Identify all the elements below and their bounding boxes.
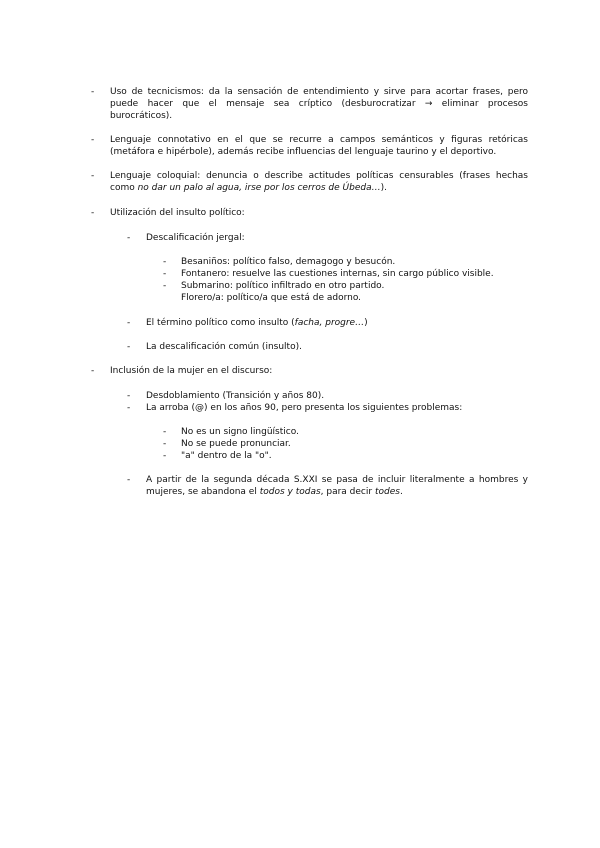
text-line: La arroba (@) en los años 90, pero presenta los siguientes problemas:: [146, 403, 463, 413]
bullet-dash: -: [91, 366, 95, 376]
list-item-term: [0, 268, 600, 280]
list-item-term: [0, 280, 600, 304]
text-line: Desdoblamiento (Transición y años 80).: [146, 391, 325, 401]
text-segment: , para decir: [320, 487, 375, 497]
bullet-dash: -: [91, 87, 95, 97]
list-item-comun: [0, 341, 600, 353]
bullet-dash: -: [163, 257, 167, 267]
text-segment: ): [364, 318, 368, 328]
text-segment: .: [399, 487, 403, 497]
list-item-termino: [0, 317, 600, 329]
bullet-dash: -: [127, 475, 131, 485]
list-item-term: [0, 256, 600, 268]
text-line: No se puede pronunciar.: [181, 439, 291, 449]
term-text: Florero/a: político/a que está de adorno.: [181, 293, 362, 303]
bullet-dash: -: [127, 342, 131, 352]
list-item-insulto: [0, 207, 600, 219]
italic-phrase: no dar un palo al agua, irse por los cerros de Úbeda…: [137, 183, 381, 193]
italic-phrase: todes: [374, 487, 400, 497]
list-item-arroba: [0, 402, 600, 414]
term-text: Besaniños: político falso, demagogo y besucón.: [181, 257, 396, 267]
bullet-dash: -: [91, 135, 95, 145]
list-item-decada: [0, 474, 600, 498]
bullet-dash: -: [163, 427, 167, 437]
text-segment: como: [110, 183, 138, 193]
text-line: (metáfora e hipérbole), además recibe influencias del lenguaje taurino y el deportivo.: [110, 147, 497, 157]
text-line: Lenguaje connotativo en el que se recurre a campos semánticos y figuras retóricas: [110, 135, 528, 145]
text-line: [146, 486, 528, 498]
bullet-dash: -: [163, 451, 167, 461]
list-item-problema: [0, 426, 600, 438]
subsection-heading: Descalificación jergal:: [146, 233, 245, 243]
bullet-dash: -: [91, 171, 95, 181]
bullet-dash: -: [127, 318, 131, 328]
section-heading: Inclusión de la mujer en el discurso:: [110, 366, 273, 376]
section-heading: Utilización del insulto político:: [110, 208, 245, 218]
italic-phrase: todos y todas: [259, 487, 321, 497]
text-line: La descalificación común (insulto).: [146, 342, 302, 352]
text-line: burocráticos).: [110, 111, 173, 121]
bullet-dash: -: [127, 403, 131, 413]
list-item-connotativo: [0, 134, 600, 158]
text-line: No es un signo lingüístico.: [181, 427, 299, 437]
bullet-dash: -: [163, 439, 167, 449]
text-line: [110, 182, 528, 194]
list-item-desdoblamiento: [0, 390, 600, 402]
bullet-dash: -: [163, 269, 167, 279]
text-line: A partir de la segunda década S.XXI se pasa de incluir literalmente a hombres y: [146, 475, 528, 485]
bullet-dash: -: [127, 391, 131, 401]
text-segment: mujeres, se abandona el: [146, 487, 260, 497]
bullet-dash: -: [91, 208, 95, 218]
text-line: Lenguaje coloquial: denuncia o describe actitudes políticas censurables (frases hechas: [110, 171, 528, 181]
list-item-coloquial: [0, 170, 600, 194]
term-text: Submarino: político infiltrado en otro partido.: [181, 281, 385, 291]
list-item-tecnicismos: [0, 86, 600, 122]
text-line: puede hacer que el mensaje sea críptico (desburocratizar → eliminar procesos: [110, 99, 528, 109]
term-text: Fontanero: resuelve las cuestiones internas, sin cargo público visible.: [181, 269, 494, 279]
text-line: Uso de tecnicismos: da la sensación de entendimiento y sirve para acortar frases, pero: [110, 87, 528, 97]
text-line: "a" dentro de la "o".: [181, 451, 272, 461]
list-item-jergal: [0, 232, 600, 244]
bullet-dash: -: [163, 281, 167, 291]
text-segment: El término político como insulto (: [146, 318, 295, 328]
list-item-problema: [0, 450, 600, 462]
bullet-dash: -: [127, 233, 131, 243]
list-item-problema: [0, 438, 600, 450]
text-segment: ).: [380, 183, 387, 193]
list-item-mujer: [0, 365, 600, 377]
italic-phrase: facha, progre…: [294, 318, 365, 328]
